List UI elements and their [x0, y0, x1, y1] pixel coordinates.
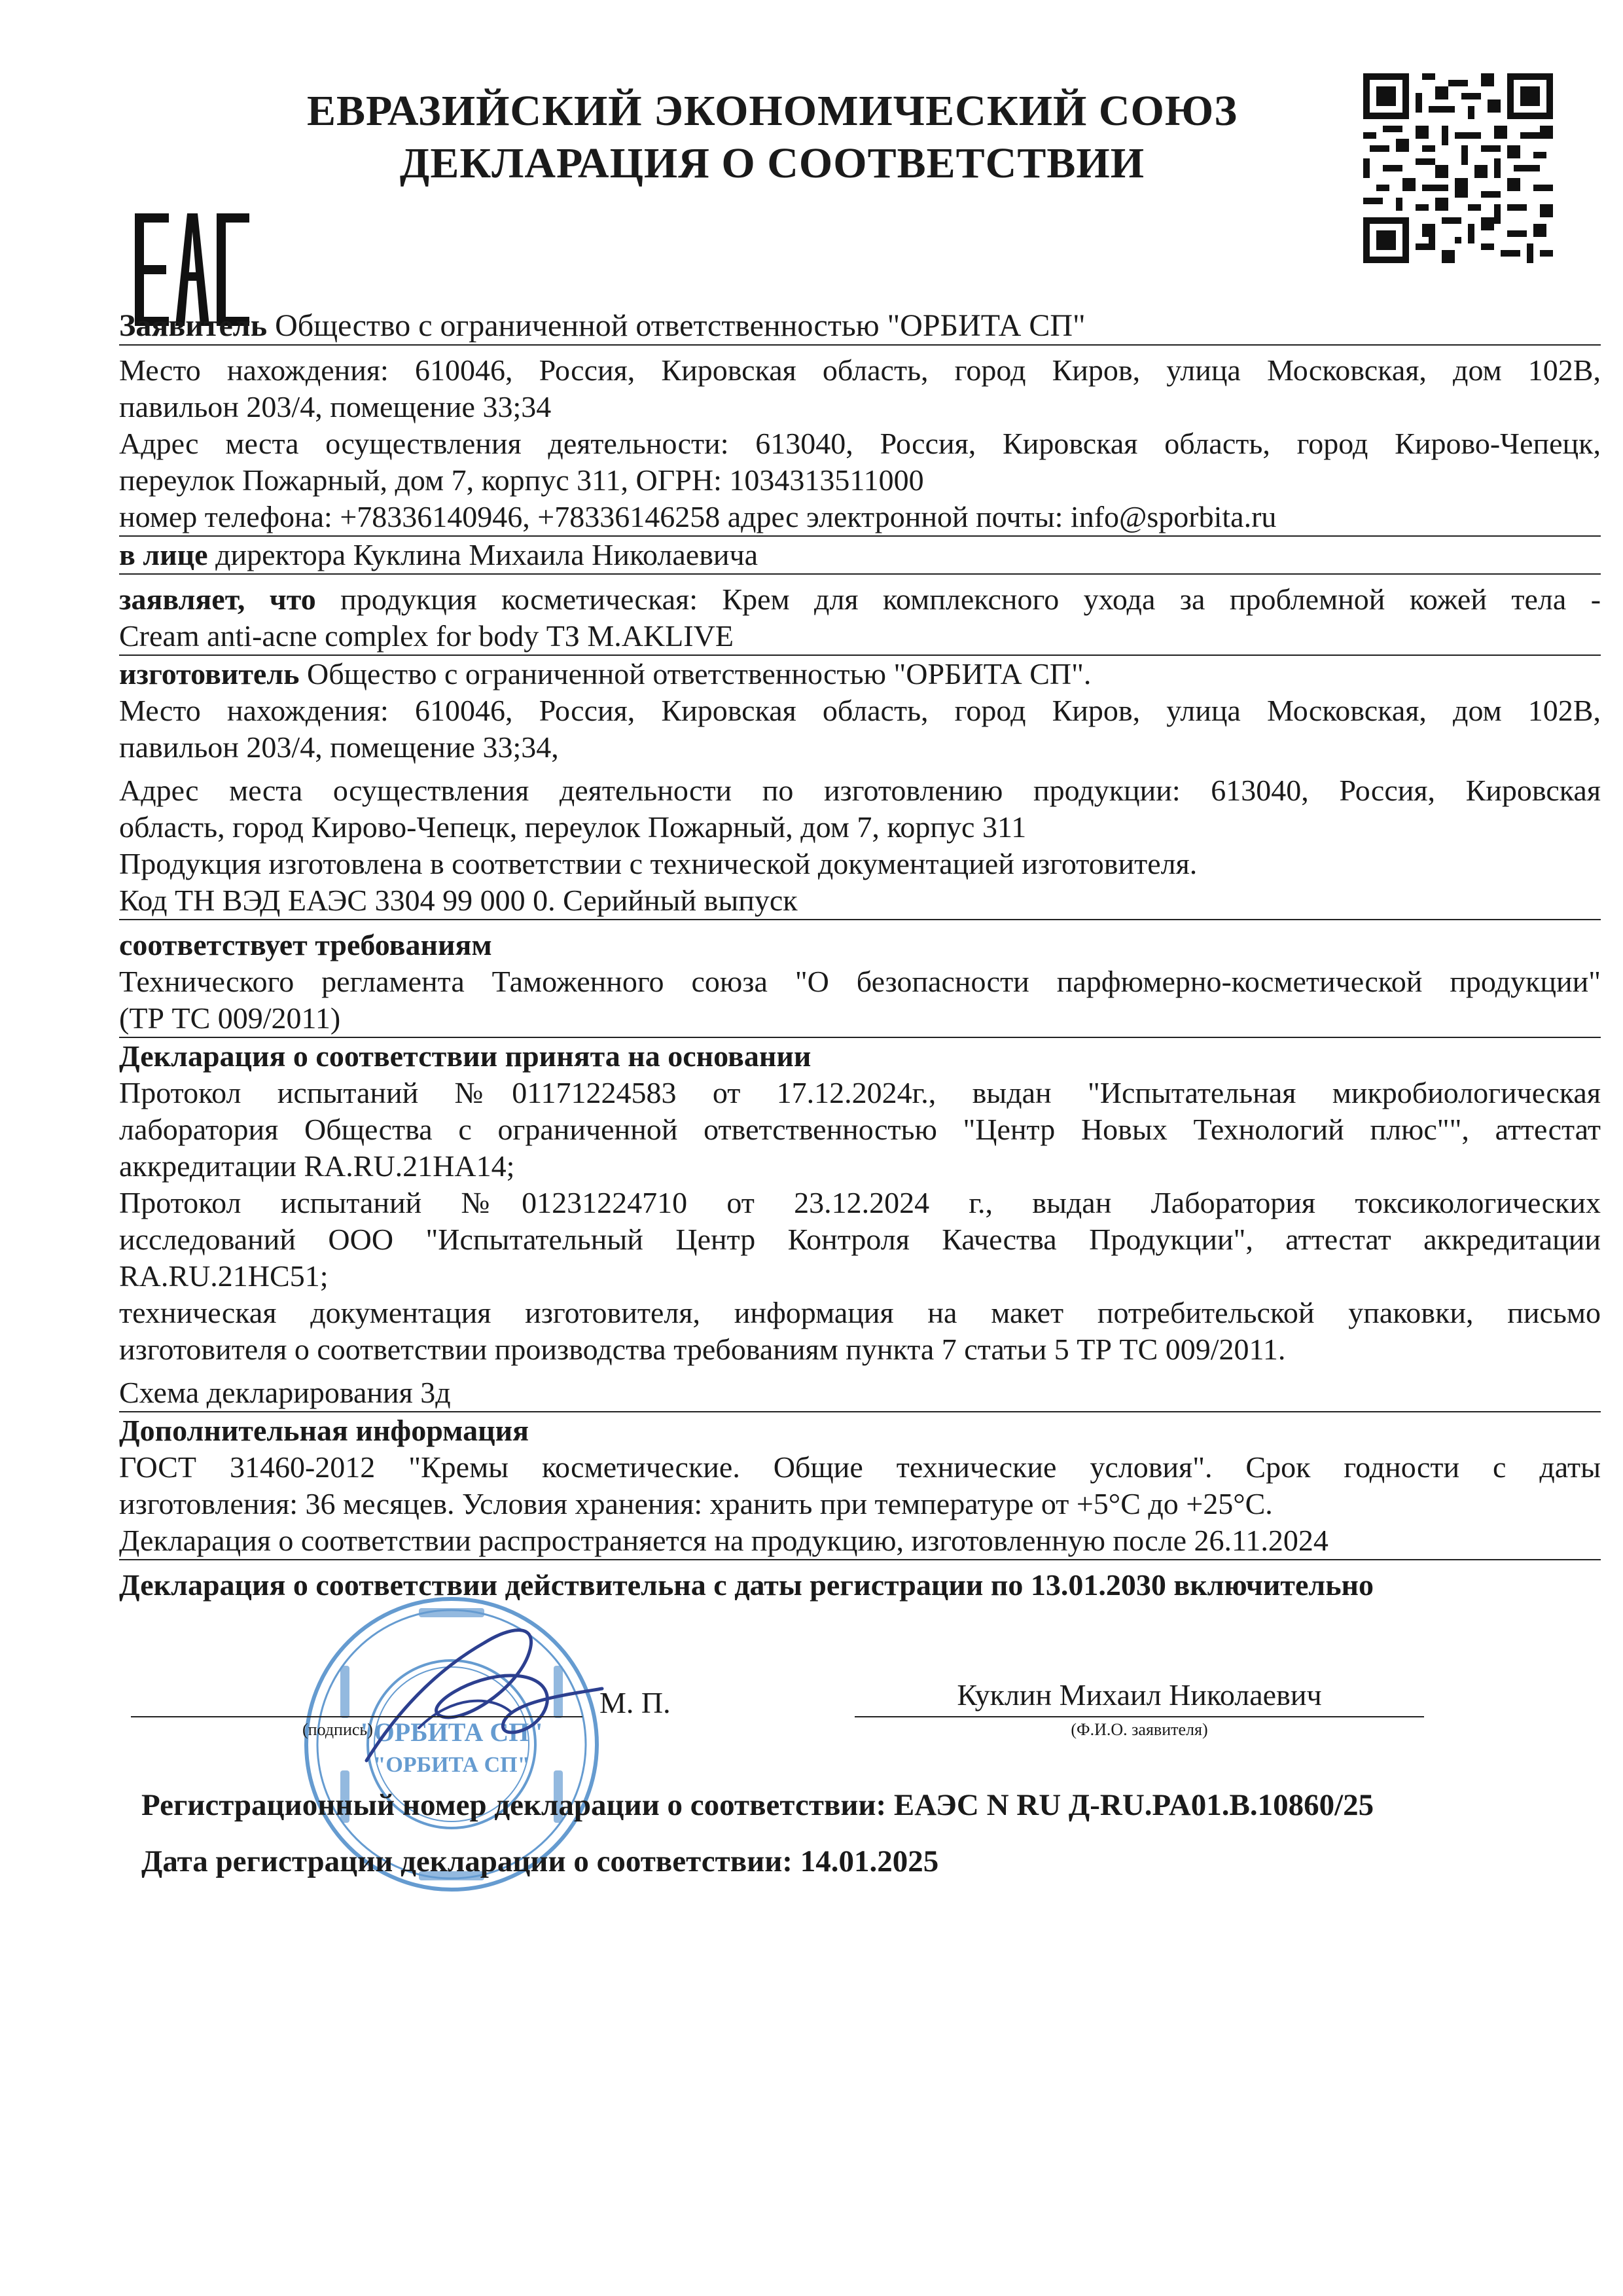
manufacturer-row [119, 656, 1601, 692]
seal-place-label: М. П. [599, 1686, 671, 1719]
additional-text-line3: Декларация о соответствии распространяется на продукцию, изготовленную после 26.11.2024 [119, 1522, 1601, 1560]
name-line [855, 1716, 1424, 1717]
applicant-contacts: номер телефона: +78336140946, +78336146258 адрес электронной почты: info@sporbita.ru [119, 499, 1601, 537]
basis-techdoc-line2: изготовителя о соответствии производства требованиям пункта 7 статьи 5 ТР ТС 009/2011. [119, 1333, 1286, 1366]
signature-scribble [340, 1597, 641, 1793]
manufacturer-label: изготовитель [119, 657, 300, 691]
validity-statement: Декларация о соответствии действительна с даты регистрации по 13.01.2030 включительно [119, 1568, 1374, 1602]
basis-protocol2-line3: RA.RU.21НС51; [119, 1259, 329, 1293]
applicant-row [119, 308, 1601, 346]
basis-protocol2-line1: Протокол испытаний №01231224710 от 23.12.2024 г., выдан Лаборатория токсикологических [119, 1186, 1601, 1219]
manufacturer-production-line2: область, город Кирово-Чепецк, переулок Пожарный, дом 7, корпус 311 [119, 810, 1027, 844]
declares-label: заявляет, что [119, 583, 316, 616]
representative-label: в лице [119, 538, 208, 571]
requirements-text-line2: (ТР ТС 009/2011) [119, 1000, 1601, 1038]
basis-protocol1-line3: аккредитации RA.RU.21НА14; [119, 1149, 515, 1183]
signature-line [131, 1716, 582, 1717]
declares-text-line2: Cream anti-acne complex for body ТЗ M.AKLIVE [119, 618, 1601, 656]
basis-scheme: Схема декларирования 3д [119, 1374, 1601, 1412]
name-caption: (Ф.И.О. заявителя) [1071, 1720, 1208, 1739]
basis-protocol1-line1: Протокол испытаний №01171224583 от 17.12.2024г., выдан "Испытательная микробиологическая [119, 1076, 1601, 1109]
applicant-address-line1: Место нахождения: 610046, Россия, Кировская область, город Киров, улица Московская, дом 102В, [119, 353, 1601, 387]
signatory-name: Куклин Михаил Николаевич [957, 1678, 1322, 1712]
registration-number: Регистрационный номер декларации о соответствии: ЕАЭС N RU Д-RU.PA01.B.10860/25 [141, 1788, 1374, 1822]
stamp-company-name: "ОРБИТА СП" [359, 1717, 544, 1747]
qr-code-icon [1360, 73, 1556, 263]
representative-row [119, 537, 1601, 575]
declaration-body [119, 308, 1601, 1604]
requirements-label: соответствует требованиям [119, 928, 492, 961]
registration-date: Дата регистрации декларации о соответствии: 14.01.2025 [141, 1844, 939, 1878]
declares-text-line1: продукция косметическая: Крем для комплексного ухода за проблемной кожей тела - [340, 583, 1601, 616]
manufacturer-address-line1: Место нахождения: 610046, Россия, Кировская область, город Киров, улица Московская, дом 102В, [119, 694, 1601, 727]
stamp-company-name-2: "ОРБИТА СП" [373, 1753, 530, 1777]
applicant-address-line2: павильон 203/4, помещение 33;34 [119, 390, 552, 423]
manufacturer-production-line1: Адрес места осуществления деятельности по изготовлению продукции: 613040, Россия, Кировская [119, 774, 1601, 807]
basis-protocol2-line2: исследований ООО "Испытательный Центр Контроля Качества Продукции", аттестат аккредитации [119, 1223, 1601, 1256]
header-union-title: ЕВРАЗИЙСКИЙ ЭКОНОМИЧЕСКИЙ СОЮЗ [306, 87, 1238, 135]
signature-caption: (подпись) [302, 1720, 373, 1739]
applicant-activity-line1: Адрес места осуществления деятельности: 613040, Россия, Кировская область, город Кирово-Чепецк, [119, 427, 1601, 460]
requirements-text-line1: Технического регламента Таможенного союза "О безопасности парфюмерно-косметической продукции" [119, 965, 1601, 998]
additional-text-line2: изготовления: 36 месяцев. Условия хранения: хранить при температуре от +5°С до +25°С. [119, 1487, 1273, 1520]
applicant-label: Заявитель [119, 308, 268, 343]
additional-text-line1: ГОСТ 31460-2012 "Кремы косметические. Общие технические условия". Срок годности с даты [119, 1450, 1601, 1484]
manufacturer-code: Код ТН ВЭД ЕАЭС 3304 99 000 0. Серийный выпуск [119, 882, 1601, 920]
representative-text: директора Куклина Михаила Николаевича [215, 538, 758, 571]
basis-protocol1-line2: лаборатория Общества с ограниченной ответственностью "Центр Новых Технологий плюс"", аттестат [119, 1113, 1601, 1146]
basis-label: Декларация о соответствии принята на основании [119, 1039, 812, 1073]
applicant-name: Общество с ограниченной ответственностью "ОРБИТА СП" [275, 308, 1086, 343]
manufacturer-address-line2: павильон 203/4, помещение 33;34, [119, 730, 559, 764]
header-declaration-title: ДЕКЛАРАЦИЯ О СООТВЕТСТВИИ [399, 139, 1145, 187]
declares-row [119, 581, 1601, 618]
applicant-activity-line2: переулок Пожарный, дом 7, корпус 311, ОГРН: 1034313511000 [119, 463, 924, 497]
manufacturer-name: Общество с ограниченной ответственностью "ОРБИТА СП". [306, 657, 1092, 691]
additional-label: Дополнительная информация [119, 1414, 529, 1447]
basis-techdoc-line1: техническая документация изготовителя, информация на макет потребительской упаковки, письмо [119, 1296, 1601, 1329]
manufacturer-techdoc: Продукция изготовлена в соответствии с технической документацией изготовителя. [119, 847, 1198, 880]
